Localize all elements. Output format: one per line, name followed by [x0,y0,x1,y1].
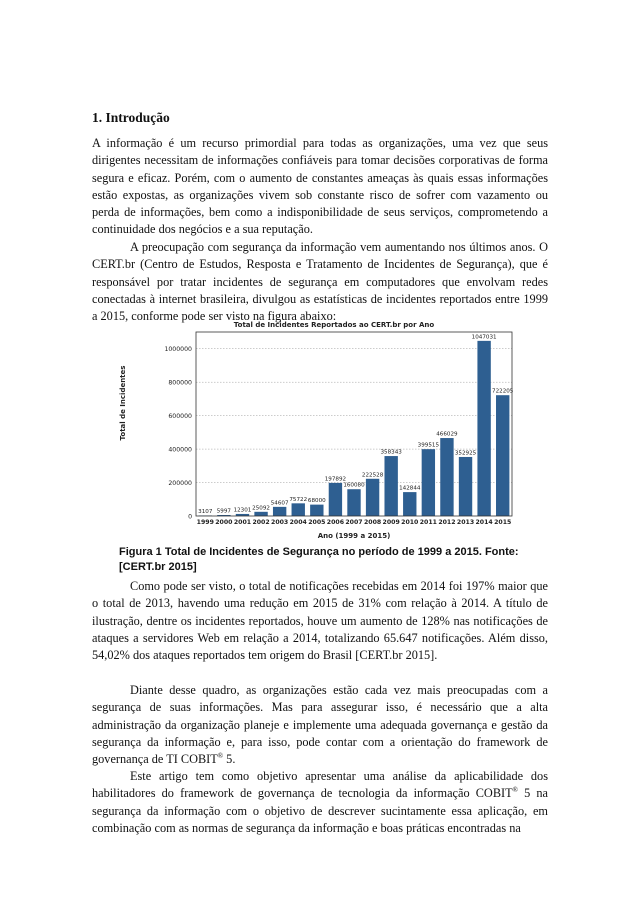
governance-text-end: 5. [223,752,236,767]
chart-x-tick-label: 2014 [475,519,493,526]
chart-bar [254,512,267,516]
chart-x-tick-label: 2000 [215,519,233,526]
chart-bar [329,483,342,516]
chart-x-tick-label: 2005 [308,519,326,526]
chart-value-label: 466029 [436,431,458,438]
chart-title: Total de Incidentes Reportados ao CERT.br por Ano [233,321,435,329]
chart-bar [422,449,435,516]
section-heading: 1. Introdução [92,110,170,125]
objective-text: Este artigo tem como objetivo apresentar uma análise da aplicabilidade dos habilitadores do framework de governança de tecnologia da informação COBIT [92,769,548,801]
paragraph-cert: A preocupação com segurança da informação vem aumentando nos últimos anos. O CERT.br (Centro de Estudos, Resposta e Tratamento de Incidentes de Segurança), que é responsável por tratar incidentes de segurança em computadores que envolvam redes conectadas à internet brasileira, divulgou as estatísticas de incidentes reportados entre 1999 a 2015, conforme pode ser visto na figura abaixo: [92,240,548,324]
paragraph-statistics: Como pode ser visto, o total de notificações recebidas em 2014 foi 197% maior que o total de 2013, havendo uma redução em 2015 de 31% com relação à 2014. A título de ilustração, dentre os incidentes reportados, houve um aumento de 128% nas notificações de ataques a servidores Web em relação a 2014, totalizando 65.647 notificações. Além disso, 54,02% dos ataques reportados tem origem do Brasil [CERT.br 2015]. [92,579,548,663]
chart-x-tick-label: 2007 [345,519,363,526]
chart-y-tick-label: 600000 [168,412,192,420]
chart-value-label: 352925 [454,450,477,457]
chart-y-tick-label: 800000 [168,379,192,387]
chart-bar [310,505,323,516]
chart-bar [292,503,305,516]
chart-value-label: 399515 [417,442,440,449]
chart-y-tick-label: 1000000 [164,346,192,354]
chart-x-tick-label: 1999 [196,519,214,526]
chart-value-label: 197892 [324,476,347,483]
chart-value-label: 68000 [307,498,326,505]
chart-value-label: 75722 [289,496,308,503]
paragraph-objective [92,768,548,837]
chart-x-tick-label: 2013 [456,519,475,526]
chart-bar [366,479,379,516]
chart-x-tick-label: 2003 [271,519,289,526]
chart-bar [459,457,472,516]
figure-caption: Figura 1 Total de Incidentes de Segurança no período de 1999 a 2015. Fonte: [CERT.br 2015] [119,546,519,573]
incidents-bar-chart [116,318,520,544]
chart-x-tick-label: 2012 [438,519,456,526]
chart-x-tick-label: 2001 [233,519,252,526]
chart-value-label: 722205 [492,388,514,395]
chart-bar [347,489,360,516]
chart-y-tick-label: 400000 [168,446,192,454]
governance-text: Diante desse quadro, as organizações estão cada vez mais preocupadas com a segurança de suas informações. Mas para assegurar isso, é necessário que a alta administração da organização planeje e implemente uma adequada governança e gestão da segurança da informação e, para isso, pode contar com a orientação do framework de governança de TI COBIT [92,683,548,767]
paragraph-governance [92,682,548,768]
chart-y-tick-label: 0 [188,513,192,521]
chart-bar [496,395,509,516]
chart-value-label: 358343 [380,449,402,456]
chart-value-label: 1047031 [471,334,497,341]
chart-x-tick-label: 2008 [363,519,382,526]
chart-bars [198,334,514,516]
objective-text-end: 5 na segurança da informação com o objetivo de descrever sucintamente essa aplicação, em combinação com as normas de segurança da informação e boas práticas encontradas na [92,786,548,835]
chart-bar [273,507,286,516]
chart-bar [403,492,416,516]
chart-value-label: 3107 [198,508,213,515]
chart-value-label: 25092 [252,505,270,512]
chart-x-tick-label: 2006 [326,519,345,526]
chart-bar [477,341,490,516]
paragraph-intro: A informação é um recurso primordial para todas as organizações, uma vez que seus dirigentes necessitam de informações confiáveis para tomar decisões corporativas de forma segura e eficaz. Porém, com o aumento de constantes ameaças às quais essas informações estão expostas, as organizações vivem sob constante risco de sofrer com vazamento ou perda de informações, bem como a indisponibilidade de seus serviços, comprometendo a continuidade dos negócios e a sua reputação. [92,136,548,237]
chart-value-label: 54607 [270,500,289,507]
chart-bar [440,438,453,516]
chart-value-label: 222528 [361,472,384,479]
chart-x-tick-label: 2009 [382,519,400,526]
chart-x-tick-label: 2002 [252,519,270,526]
chart-value-label: 12301 [233,507,252,514]
chart-x-tick-label: 2010 [401,519,419,526]
chart-y-tick-label: 200000 [168,479,192,487]
registered-mark: ® [217,752,224,761]
chart-y-axis-label: Total de Incidentes [119,365,127,441]
chart-x-tick-label: 2011 [419,519,437,526]
chart-value-label: 5997 [216,508,232,515]
chart-svg [116,318,520,544]
chart-bar [384,456,397,516]
registered-mark: ® [512,786,518,795]
chart-x-tick-label: 2004 [289,519,307,526]
chart-value-label: 160080 [343,482,365,489]
chart-x-tick-label: 2015 [494,519,512,526]
chart-value-label: 142844 [399,485,421,492]
chart-x-axis-label: Ano (1999 a 2015) [317,532,391,540]
